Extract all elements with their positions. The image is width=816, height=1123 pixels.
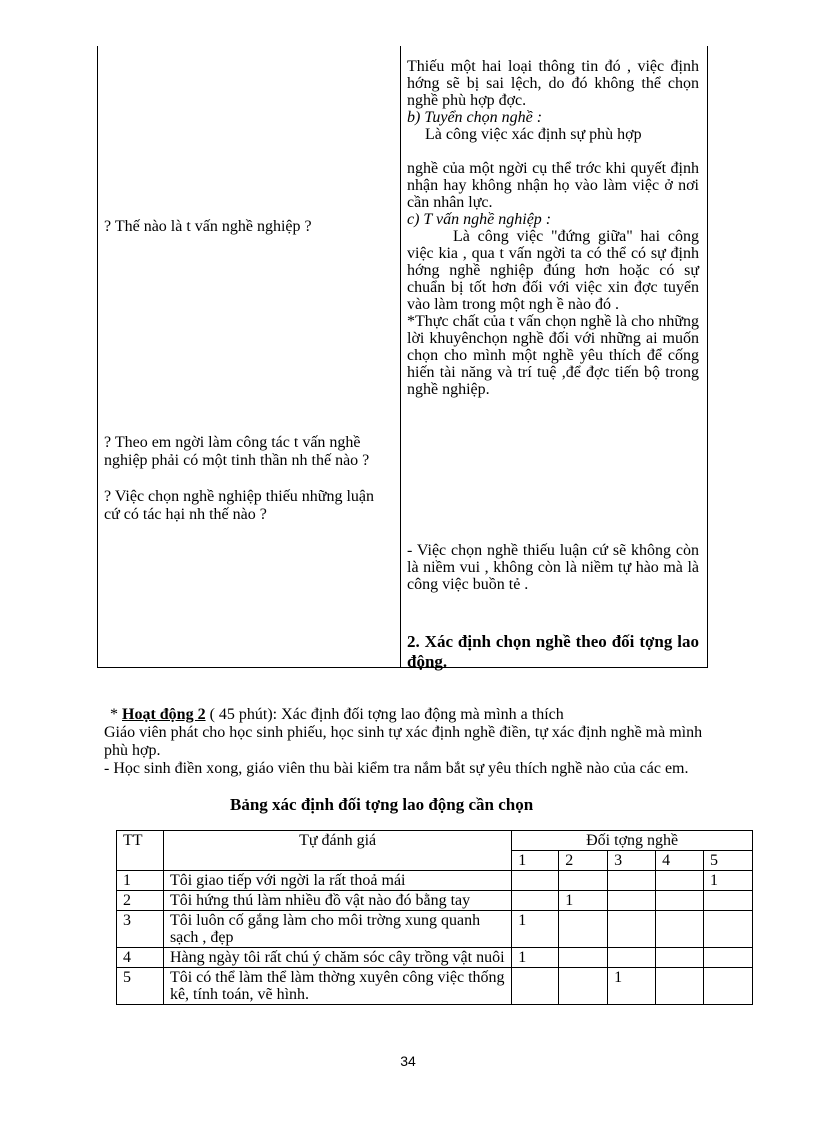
activity-line3: - Học sinh điền xong, giáo viên thu bài kiểm tra nắm bắt sự yêu thích nghề nào của các em. — [104, 760, 689, 777]
row-cell-2 — [559, 948, 608, 968]
row-cell-1: 1 — [512, 948, 559, 968]
row-cell-5 — [704, 911, 753, 948]
row-cell-4 — [656, 891, 704, 911]
activity-2 — [104, 706, 704, 778]
header-self-assessment: Tự đánh giá — [163, 831, 511, 871]
row-cell-1: 1 — [512, 911, 559, 948]
row-cell-5: 1 — [704, 871, 753, 891]
row-cell-4 — [656, 948, 704, 968]
activity-line1: ( 45 phút): Xác định đối tợng lao động mà mình a thích — [205, 706, 564, 723]
row-cell-1 — [512, 871, 559, 891]
row-cell-3 — [608, 871, 656, 891]
row-statement: Tôi luôn cố gắng làm cho môi trờng xung quanh sạch , đẹp — [163, 911, 511, 948]
row-cell-1 — [512, 968, 559, 1005]
row-statement: Tôi giao tiếp với ngời la rất thoả mái — [163, 871, 511, 891]
subheader-1: 1 — [512, 851, 559, 871]
page-number: 34 — [400, 1053, 416, 1069]
table-title: Bảng xác định đối tợng lao động cần chọn — [230, 795, 534, 814]
subheader-5: 5 — [704, 851, 753, 871]
lesson-table — [97, 46, 708, 671]
row-cell-3 — [608, 891, 656, 911]
heading-b: b) Tuyển chọn nghề : — [407, 109, 543, 126]
column-divider — [400, 46, 401, 667]
paragraph-selection-cont: nghề của một ngời cụ thể trớc khi quyết định nhận hay không nhận họ vào làm việc ở nơi cần nhân lực. — [407, 160, 699, 211]
row-cell-4 — [656, 968, 704, 1005]
row-cell-2: 1 — [559, 891, 608, 911]
row-number: 1 — [117, 871, 164, 891]
row-statement: Hàng ngày tôi rất chú ý chăm sóc cây trồng vật nuôi — [163, 948, 511, 968]
table-row — [117, 911, 753, 948]
row-number: 5 — [117, 968, 164, 1005]
table-row — [117, 871, 753, 891]
subheader-4: 4 — [656, 851, 704, 871]
activity-line2: Giáo viên phát cho học sinh phiếu, học sinh tự xác định nghề điền, tự xác định nghề mà mình phù hợp. — [104, 724, 703, 759]
row-number: 4 — [117, 948, 164, 968]
header-occupation-group: Đối tợng nghề — [512, 831, 753, 851]
question-3: ? Việc chọn nghề nghiệp thiếu những luận cứ có tác hại nh thế nào ? — [104, 488, 375, 523]
question-1: ? Thế nào là t vấn nghề nghiệp ? — [104, 218, 312, 235]
row-cell-1 — [512, 891, 559, 911]
row-cell-5 — [704, 948, 753, 968]
paragraph-essence: *Thực chất của t vấn chọn nghề là cho những lời khuyênchọn nghề đối với những ai muốn chọn cho mình một nghề yêu thích để cống hiến tài năng và trí tuệ ,để đợc tiến bộ trong nghề nghiệp. — [407, 313, 699, 398]
paragraph-counsel: Là công việc "đứng giữa" hai công việc kia , qua t vấn ngời ta có thể có sự định hớng nghề nghiệp đúng hơn hoặc có sự chuẩn bị tốt hơn đối với việc xin đợc tuyển vào làm trong một ngh ề nào đó . — [407, 228, 699, 313]
right-column — [407, 58, 699, 398]
row-cell-2 — [559, 871, 608, 891]
question-2: ? Theo em ngời làm công tác t vấn nghề nghiệp phải có một tinh thần nh thế nào ? — [104, 434, 370, 469]
row-cell-5 — [704, 891, 753, 911]
subheader-3: 3 — [608, 851, 656, 871]
row-cell-3 — [608, 911, 656, 948]
table-row — [117, 948, 753, 968]
header-row — [117, 831, 753, 851]
activity-label: Hoạt động 2 — [122, 706, 206, 723]
table-row — [117, 891, 753, 911]
section-2-heading: 2. Xác định chọn nghề theo đối tợng lao động. — [407, 632, 699, 671]
row-cell-2 — [559, 911, 608, 948]
paragraph-selection: Là công việc xác định sự phù hợp — [425, 126, 642, 143]
row-cell-4 — [656, 911, 704, 948]
subheader-2: 2 — [559, 851, 608, 871]
header-tt: TT — [117, 831, 164, 871]
row-number: 3 — [117, 911, 164, 948]
row-cell-3 — [608, 948, 656, 968]
paragraph-info: Thiếu một hai loại thông tin đó , việc định hớng sẽ bị sai lệch, do đó không thể chọn nghề phù hợp đợc. — [407, 58, 699, 109]
row-statement: Tôi hứng thú làm nhiều đồ vật nào đó bằng tay — [163, 891, 511, 911]
assessment-table — [116, 830, 753, 1005]
row-number: 2 — [117, 891, 164, 911]
heading-c: c) T vấn nghề nghiệp : — [407, 211, 552, 228]
row-cell-3: 1 — [608, 968, 656, 1005]
row-cell-2 — [559, 968, 608, 1005]
row-statement: Tôi có thể làm thể làm thờng xuyên công việc thống kê, tính toán, vẽ hình. — [163, 968, 511, 1005]
table-row — [117, 968, 753, 1005]
row-cell-5 — [704, 968, 753, 1005]
row-cell-4 — [656, 871, 704, 891]
activity-star: * — [110, 706, 122, 723]
paragraph-consequence: - Việc chọn nghề thiếu luận cứ sẽ không còn là niềm vui , không còn là niềm tự hào mà là công việc buồn tẻ . — [407, 542, 699, 593]
